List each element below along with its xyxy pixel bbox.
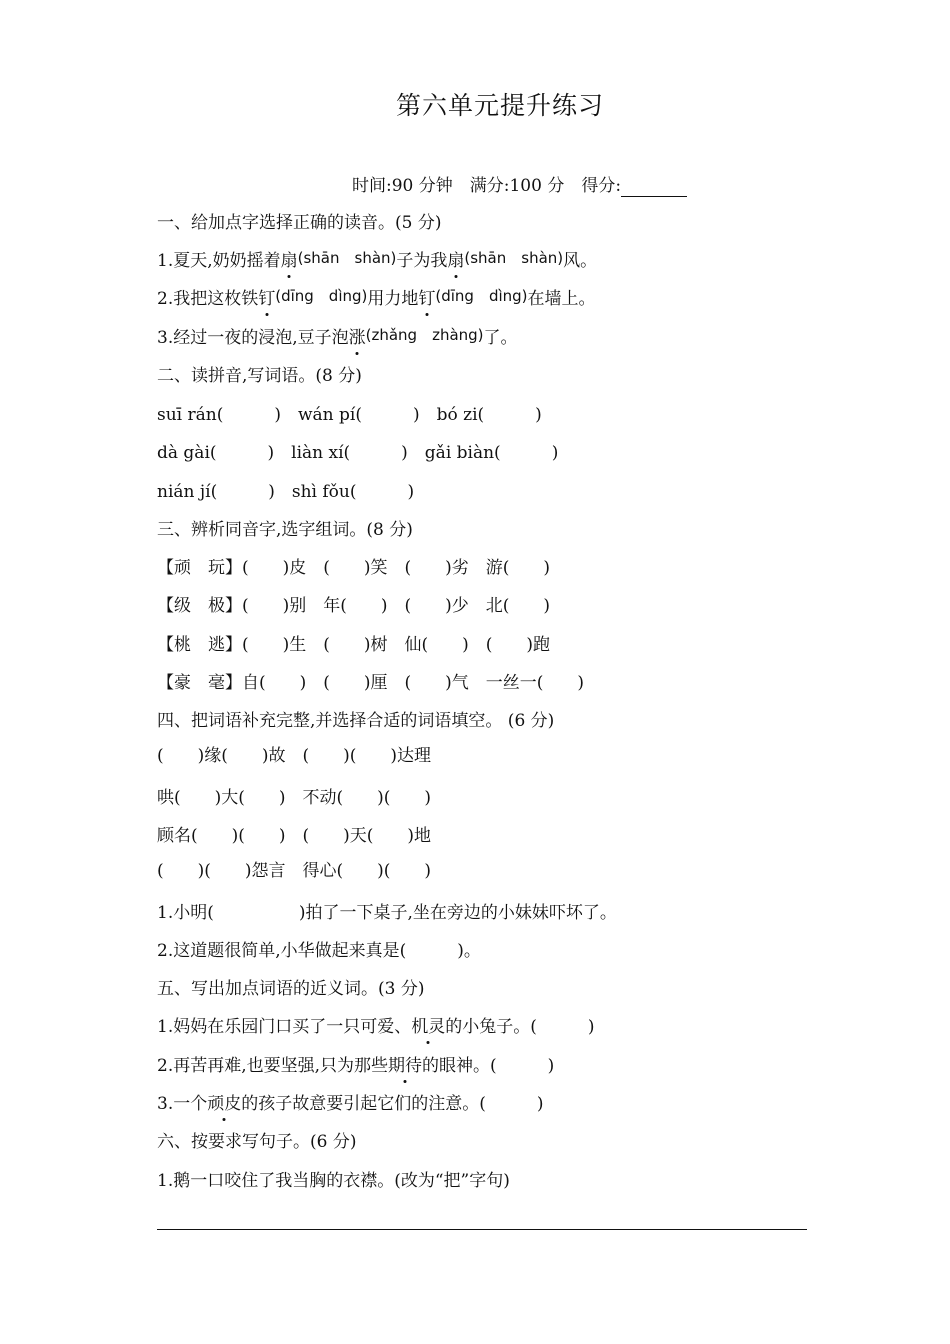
dotted-char: 钉 [258, 289, 276, 309]
score-label: 得分: [581, 176, 622, 196]
dotted-char: 扇 [280, 251, 298, 271]
section-3-heading: 三、辨析同音字,选字组词。(8 分) [157, 520, 413, 540]
s1-q3: 3.经过一夜的浸泡,豆子泡涨(zhǎng zhàng)了。 [157, 326, 518, 348]
s4-row: 顾名( )( ) ( )天( )地 [157, 826, 432, 846]
s3-row: 【顽 玩】( )皮 ( )笑 ( )劣 游( ) [157, 558, 551, 578]
dotted-char: 钉 [418, 289, 436, 309]
section-6-heading: 六、按要求写句子。(6 分) [157, 1132, 357, 1152]
dotted-char: 涨 [348, 328, 366, 348]
dotted-word: 顽皮 [207, 1094, 242, 1114]
time-label: 时间:90 分钟 [352, 176, 453, 196]
s3-row: 【桃 逃】( )生 ( )树 仙( ) ( )跑 [157, 635, 551, 655]
s2-row2: dà gài( ) liàn xí( ) gǎi biàn( ) [157, 443, 559, 463]
section-5-heading: 五、写出加点词语的近义词。(3 分) [157, 979, 425, 999]
section-1-heading: 一、给加点字选择正确的读音。(5 分) [157, 213, 442, 233]
s4-row: ( )( )怨言 得心( )( ) [157, 861, 432, 881]
s4-row: 哄( )大( ) 不动( )( ) [157, 788, 432, 808]
score-blank[interactable] [621, 176, 687, 197]
section-2-heading: 二、读拼音,写词语。(8 分) [157, 366, 362, 386]
s6-q1: 1.鹅一口咬住了我当胸的衣襟。(改为“把”字句) [157, 1171, 510, 1191]
dotted-word: 期待 [388, 1056, 423, 1076]
s5-q3: 3.一个顽皮的孩子故意要引起它们的注意。( ) [157, 1094, 544, 1114]
s2-row3: nián jí( ) shì fǒu( ) [157, 482, 415, 502]
s4-q1: 1.小明( )拍了一下桌子,坐在旁边的小妹妹吓坏了。 [157, 903, 617, 923]
s4-row: ( )缘( )故 ( )( )达理 [157, 746, 432, 766]
s1-q1: 1.夏天,奶奶摇着扇(shān shàn)子为我扇(shān shàn)风。 [157, 249, 598, 271]
s4-q2: 2.这道题很简单,小华做起来真是( )。 [157, 941, 481, 961]
dotted-char: 扇 [447, 251, 465, 271]
s5-q1: 1.妈妈在乐园门口买了一只可爱、机灵的小兔子。( ) [157, 1017, 595, 1037]
s2-row1: suī rán( ) wán pí( ) bó zi( ) [157, 405, 542, 425]
s3-row: 【级 极】( )别 年( ) ( )少 北( ) [157, 596, 551, 616]
s1-q2: 2.我把这枚铁钉(dīng dìng)用力地钉(dīng dìng)在墙上。 [157, 287, 596, 309]
dotted-word: 机灵 [411, 1017, 446, 1037]
section-4-heading: 四、把词语补充完整,并选择合适的词语填空。 (6 分) [157, 711, 555, 731]
s5-q2: 2.再苦再难,也要坚强,只为那些期待的眼神。( ) [157, 1056, 555, 1076]
full-score-label: 满分:100 分 [469, 176, 565, 196]
exam-meta [352, 175, 687, 197]
answer-line[interactable] [157, 1229, 807, 1230]
page-title: 第六单元提升练习 [395, 91, 604, 120]
s3-row: 【豪 毫】自( ) ( )厘 ( )气 一丝一( ) [157, 673, 585, 693]
